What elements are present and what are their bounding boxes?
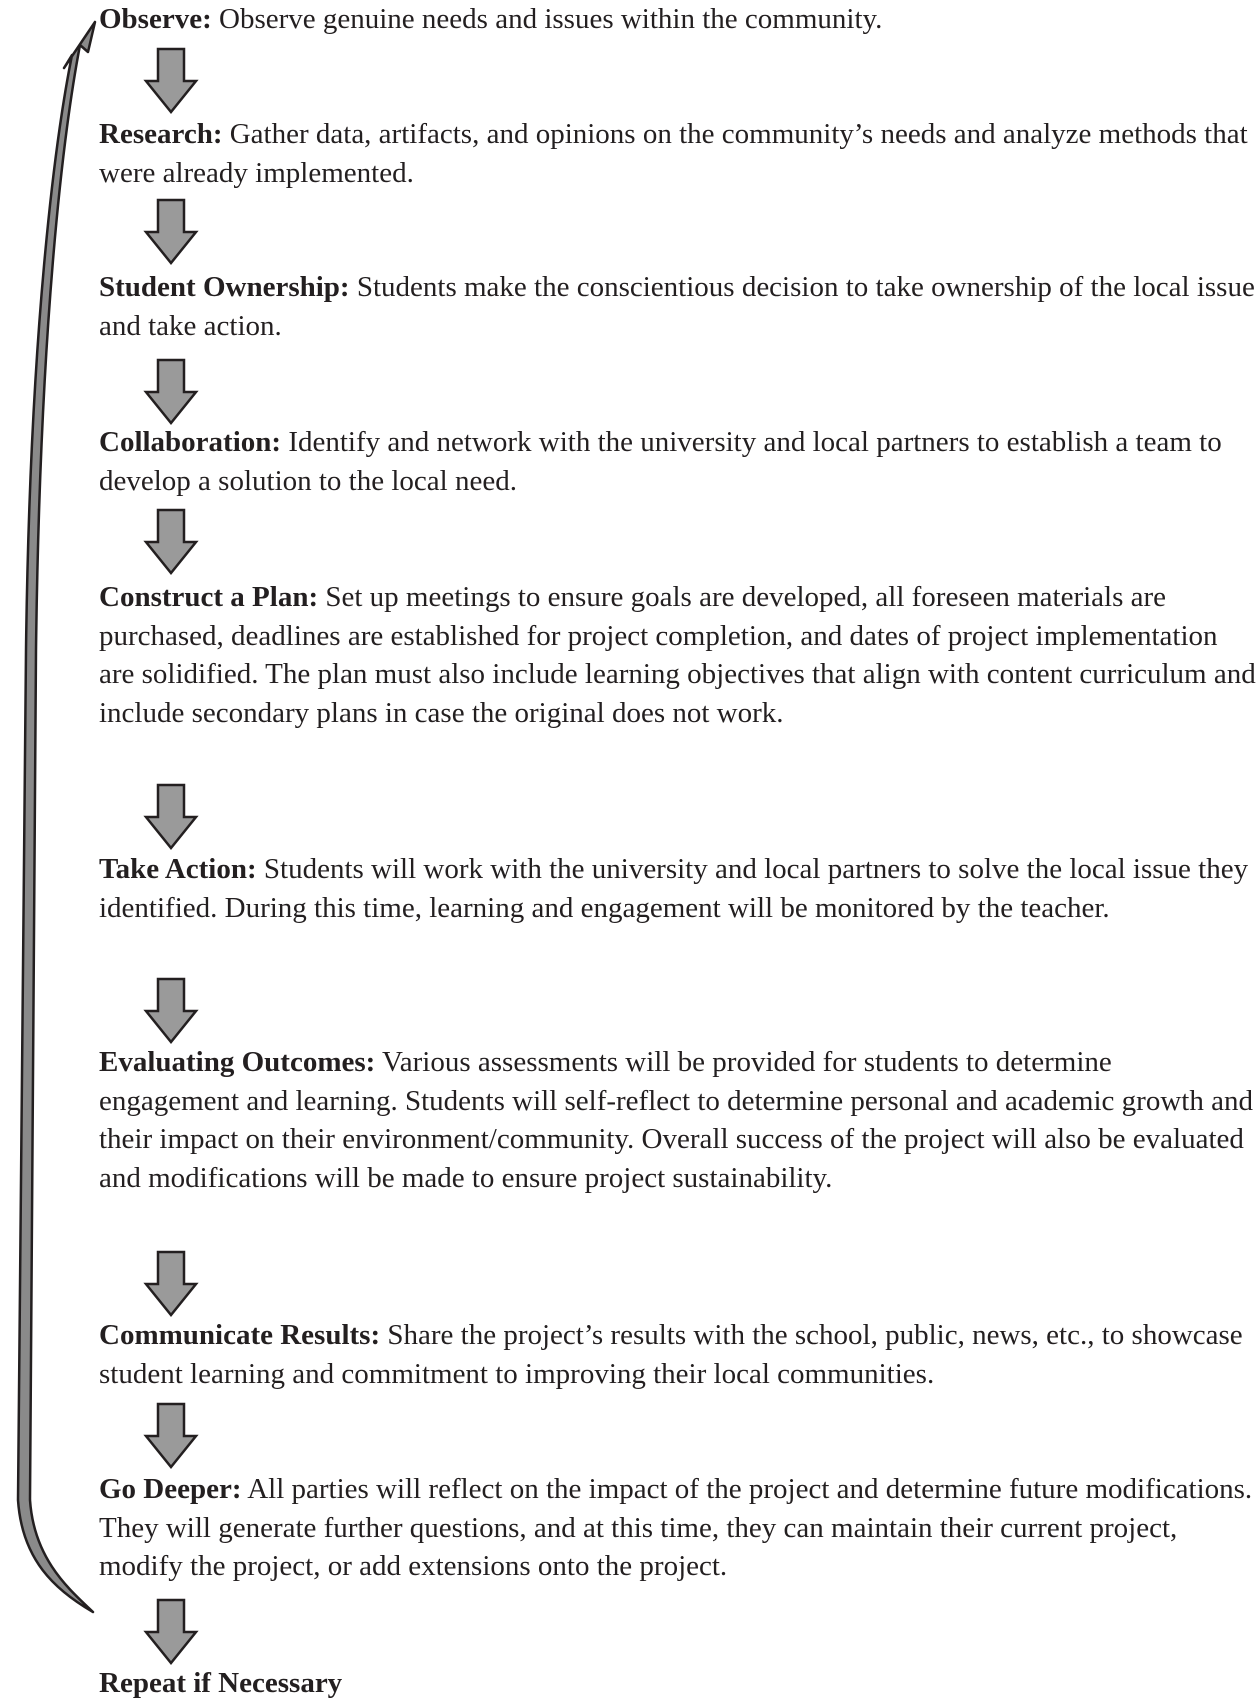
- step-title: Research:: [99, 118, 223, 150]
- step-title: Student Ownership:: [99, 271, 350, 303]
- step-research: [99, 115, 1257, 192]
- step-repeat: [99, 1664, 1257, 1703]
- down-arrow-icon: [143, 358, 199, 426]
- step-title: Go Deeper:: [99, 1473, 242, 1505]
- step-description: Share the project’s results with the school, public, news, etc., to showcase student learning and commitment to improving their local communities.: [99, 1319, 1243, 1390]
- step-collaboration: [99, 423, 1257, 500]
- down-arrow-icon: [143, 1250, 199, 1318]
- step-title: Evaluating Outcomes:: [99, 1046, 376, 1078]
- step-title: Communicate Results:: [99, 1319, 381, 1351]
- down-arrow-icon: [143, 47, 199, 115]
- step-description: Students make the conscientious decision to take ownership of the local issue and take action.: [99, 271, 1255, 342]
- step-description: All parties will reflect on the impact of the project and determine future modifications. They will generate further questions, and at this time, they can maintain their current project, modify the project, or add extensions onto the project.: [99, 1473, 1253, 1582]
- step-description: Set up meetings to ensure goals are developed, all foreseen materials are purchased, deadlines are established for project completion, and dates of project implementation are solidified. The plan must also include learning objectives that align with content curriculum and include secondary plans in case the original does not work.: [99, 581, 1256, 729]
- step-evaluating-outcomes: [99, 1043, 1257, 1197]
- step-title: Collaboration:: [99, 426, 282, 458]
- step-description: Students will work with the university and local partners to solve the local issue they identified. During this time, learning and engagement will be monitored by the teacher.: [99, 853, 1249, 924]
- step-construct-plan: [99, 578, 1257, 732]
- step-student-ownership: [99, 268, 1257, 345]
- step-description: Various assessments will be provided for students to determine engagement and learning. Students will self-reflect to determine personal and academic growth and their impact on their environment/community. Overall success of the project will also be evaluated and modifications will be made to ensure project sustainability.: [99, 1046, 1253, 1194]
- down-arrow-icon: [143, 1402, 199, 1470]
- step-description: Gather data, artifacts, and opinions on the community’s needs and analyze methods that were already implemented.: [99, 118, 1248, 189]
- down-arrow-icon: [143, 508, 199, 576]
- step-communicate-results: [99, 1316, 1257, 1393]
- step-title: Observe:: [99, 3, 212, 35]
- step-description: Identify and network with the university and local partners to establish a team to develop a solution to the local need.: [99, 426, 1222, 497]
- loop-back-arrow: [0, 0, 110, 1702]
- down-arrow-icon: [143, 977, 199, 1045]
- down-arrow-icon: [143, 198, 199, 266]
- step-take-action: [99, 850, 1257, 927]
- step-title: Repeat if Necessary: [99, 1667, 343, 1699]
- step-description: Observe genuine needs and issues within the community.: [219, 3, 883, 35]
- down-arrow-icon: [143, 1598, 199, 1666]
- step-observe: [99, 0, 1257, 39]
- step-go-deeper: [99, 1470, 1257, 1586]
- down-arrow-icon: [143, 783, 199, 851]
- step-title: Take Action:: [99, 853, 257, 885]
- step-title: Construct a Plan:: [99, 581, 319, 613]
